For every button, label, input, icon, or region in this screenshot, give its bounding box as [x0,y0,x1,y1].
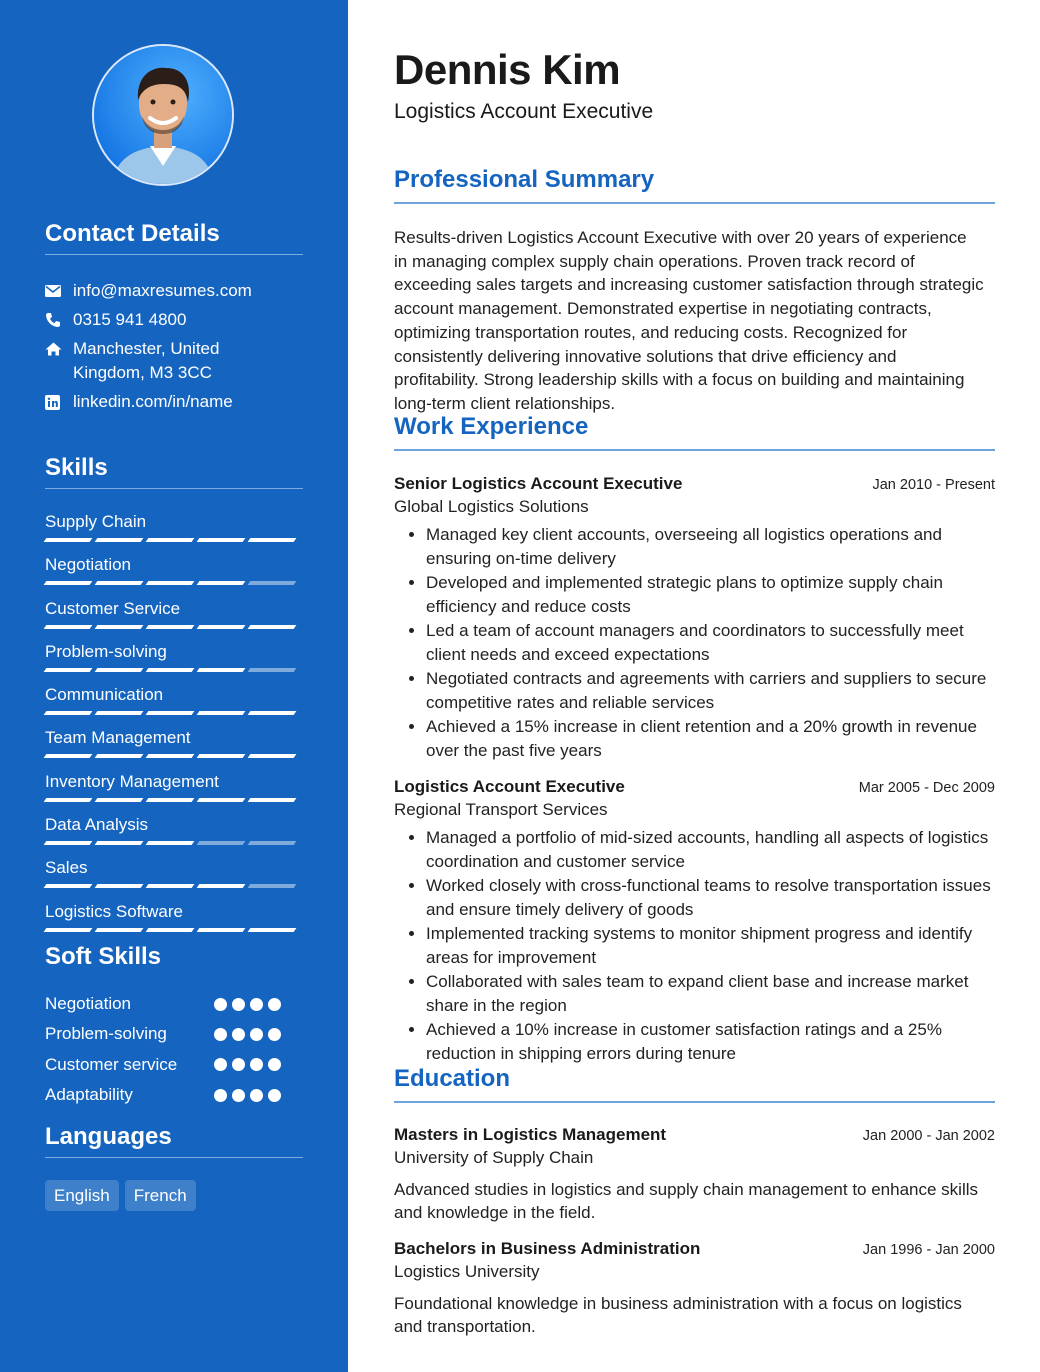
skill-bar-filled [44,668,93,672]
skill-level-bars [45,928,295,932]
contact-email[interactable] [45,279,303,303]
skill-level-bars [45,625,295,629]
skill-level-bars [45,668,295,672]
skill-name: Data Analysis [45,815,148,835]
skill-bar-filled [197,928,246,932]
skill-bar-filled [146,754,195,758]
skill-bar-filled [146,625,195,629]
skill-level-bars [45,798,295,802]
skill-item [45,899,303,942]
experience-heading: Work Experience [394,413,995,451]
skill-name: Inventory Management [45,771,219,791]
soft-skills-section [45,943,303,1110]
skill-bar-filled [197,711,246,715]
degree-title: Masters in Logistics Management [394,1125,667,1144]
contact-address-text: Manchester, United Kingdom, M3 3CC [73,339,220,382]
job-bullet: • Led a team of account managers and coordinators to successfully meet client needs and exceed expectations [426,619,995,667]
skill-item [45,812,303,855]
education-entry [394,1239,995,1338]
skill-bar-filled [44,841,93,845]
skill-bar-filled [95,928,144,932]
skill-bar-filled [44,928,93,932]
skill-item [45,509,303,552]
job-bullet: • Collaborated with sales team to expand client base and increase market share in the region [426,970,995,1018]
rating-dot [214,1058,227,1071]
phone-icon [45,308,73,332]
job-title: Logistics Account Executive [394,777,625,796]
skill-bar-filled [197,754,246,758]
rating-dot [268,1089,281,1102]
rating-dot [250,1058,263,1071]
rating-dot [268,998,281,1011]
skill-name: Problem-solving [45,641,167,661]
job-company: Regional Transport Services [394,800,608,819]
skill-bar-filled [197,798,246,802]
job-bullet: • Achieved a 10% increase in customer satisfaction ratings and a 25% reduction in shipping errors during tenure [426,1018,995,1066]
rating-dot [250,1089,263,1102]
school-name: University of Supply Chain [394,1148,594,1167]
contact-address [45,337,303,385]
job-bullets [394,523,995,763]
skill-item [45,552,303,595]
avatar [92,44,234,186]
job-bullet: • Achieved a 15% increase in client retention and a 20% growth in revenue over the past five years [426,715,995,763]
skill-bar-filled [197,581,246,585]
skill-item [45,769,303,812]
sidebar [0,0,348,1372]
skill-bar-filled [146,668,195,672]
skill-bar-filled [248,538,297,542]
job-entry [394,474,995,763]
soft-skill-name: Customer service [45,1054,178,1074]
soft-skills-heading: Soft Skills [45,943,162,970]
skill-level-bars [45,841,295,845]
education-description: Foundational knowledge in business administration with a focus on logistics and transportation. [394,1294,962,1336]
contact-phone[interactable] [45,308,303,332]
contact-list [45,279,303,414]
skill-name: Customer Service [45,598,181,618]
education-heading: Education [394,1065,995,1103]
candidate-title: Logistics Account Executive [394,100,654,123]
soft-skill-item [45,1019,303,1049]
summary-heading: Professional Summary [394,166,995,204]
degree-title: Bachelors in Business Administration [394,1239,701,1258]
contact-linkedin-text: linkedin.com/in/name [73,392,233,411]
skill-bar-filled [95,884,144,888]
skill-name: Supply Chain [45,512,147,531]
rating-dot [214,998,227,1011]
skill-bar-filled [197,538,246,542]
skill-bar-filled [95,581,144,585]
skill-bar-filled [197,668,246,672]
skill-name: Negotiation [45,555,132,575]
skill-bar-filled [146,538,195,542]
job-entry [394,777,995,1066]
skill-item [45,725,303,768]
language-badges [45,1180,303,1211]
skill-bar-empty [248,884,297,888]
soft-skill-name: Problem-solving [45,1024,167,1044]
skills-section [45,454,303,942]
soft-skill-rating [214,1089,281,1102]
job-bullet: • Implemented tracking systems to monitor shipment progress and identify areas for improvement [426,922,995,970]
skill-bar-filled [248,711,297,715]
skill-level-bars [45,711,295,715]
skill-item [45,682,303,725]
job-bullet: • Managed key client accounts, overseeing all logistics operations and ensuring on-time delivery [426,523,995,571]
skill-bar-filled [44,884,93,888]
education-dates: Jan 2000 - Jan 2002 [862,1128,995,1144]
rating-dot [214,1089,227,1102]
rating-dot [268,1058,281,1071]
skill-bar-filled [197,625,246,629]
rating-dot [232,998,245,1011]
skill-bar-filled [95,841,144,845]
language-badge: English [45,1180,119,1211]
skill-name: Team Management [45,728,191,748]
rating-dot [250,998,263,1011]
skill-bar-filled [146,581,195,585]
envelope-icon [45,279,73,303]
contact-heading: Contact Details [45,220,303,255]
languages-section [45,1123,303,1211]
contact-section [45,220,303,419]
skill-bar-filled [146,841,195,845]
skill-item [45,639,303,682]
job-bullet: • Worked closely with cross-functional teams to resolve transportation issues and ensure timely delivery of goods [426,874,995,922]
rating-dot [232,1058,245,1071]
skill-item [45,596,303,639]
profile-photo-icon [94,46,232,184]
skill-bar-filled [248,625,297,629]
language-badge: French [125,1180,196,1211]
skill-bar-empty [248,581,297,585]
education-dates: Jan 1996 - Jan 2000 [862,1242,995,1258]
skill-bar-filled [95,754,144,758]
skill-bar-filled [95,798,144,802]
job-title: Senior Logistics Account Executive [394,474,683,493]
skills-list [45,509,303,942]
soft-skill-rating [214,1028,281,1041]
skill-bar-filled [44,538,93,542]
soft-skill-item [45,989,303,1019]
skill-bar-empty [248,841,297,845]
contact-linkedin[interactable] [45,390,303,414]
skill-bar-filled [44,581,93,585]
skill-bar-filled [146,711,195,715]
job-bullet: • Managed a portfolio of mid-sized accounts, handling all aspects of logistics coordination and customer service [426,826,995,874]
contact-email-text: info@maxresumes.com [73,281,252,300]
skill-bar-filled [95,538,144,542]
languages-heading: Languages [45,1123,303,1158]
skill-bar-filled [146,928,195,932]
job-bullet: • Developed and implemented strategic plans to optimize supply chain efficiency and reduce costs [426,571,995,619]
job-company: Global Logistics Solutions [394,497,589,516]
skill-bar-filled [248,798,297,802]
job-bullets [394,826,995,1066]
skills-heading: Skills [45,454,303,489]
job-dates: Jan 2010 - Present [872,477,995,493]
school-name: Logistics University [394,1262,540,1281]
skill-bar-filled [146,798,195,802]
skill-bar-filled [95,668,144,672]
home-icon [45,337,73,361]
candidate-name: Dennis Kim [394,46,621,93]
skill-bar-empty [197,841,246,845]
contact-phone-text: 0315 941 4800 [73,310,187,329]
soft-skill-item [45,1050,303,1080]
job-dates: Mar 2005 - Dec 2009 [858,780,995,796]
soft-skill-name: Adaptability [45,1085,133,1105]
education-entry [394,1125,995,1224]
skill-level-bars [45,754,295,758]
linkedin-icon [45,390,73,414]
soft-skill-name: Negotiation [45,994,132,1014]
summary-text: Results-driven Logistics Account Executive with over 20 years of experience in managing complex supply chain operations. Proven track record of exceeding sales targets and increasing customer satisfaction through strategic account management. Demonstrated expertise in negotiating contracts, optimizing transportation routes, and reducing costs. Recognized for consistently delivering innovative solutions that drive efficiency and profitability. Strong leadership skills with a focus on building and maintaining long-term client relationships. [394,228,984,413]
skill-bar-filled [44,754,93,758]
skill-bar-filled [197,884,246,888]
skill-bar-filled [248,928,297,932]
skill-bar-filled [44,798,93,802]
rating-dot [232,1089,245,1102]
rating-dot [214,1028,227,1041]
skill-bar-filled [248,754,297,758]
skill-bar-filled [44,711,93,715]
skill-name: Sales [45,858,88,878]
soft-skill-item [45,1080,303,1110]
rating-dot [250,1028,263,1041]
skill-bar-filled [95,625,144,629]
skill-level-bars [45,884,295,888]
skill-bar-filled [95,711,144,715]
job-bullet: • Negotiated contracts and agreements with carriers and suppliers to secure competitive rates and reliable services [426,667,995,715]
skill-name: Logistics Software [45,901,183,921]
skill-level-bars [45,581,295,585]
rating-dot [268,1028,281,1041]
soft-skills-list [45,989,303,1110]
skill-bar-filled [146,884,195,888]
skill-level-bars [45,538,295,542]
skill-name: Communication [45,685,164,705]
education-description: Advanced studies in logistics and supply chain management to enhance skills and knowledge in the field. [394,1180,979,1222]
soft-skill-rating [214,1058,281,1071]
skill-bar-filled [44,625,93,629]
skill-bar-empty [248,668,297,672]
rating-dot [232,1028,245,1041]
soft-skill-rating [214,998,281,1011]
skill-item [45,855,303,898]
